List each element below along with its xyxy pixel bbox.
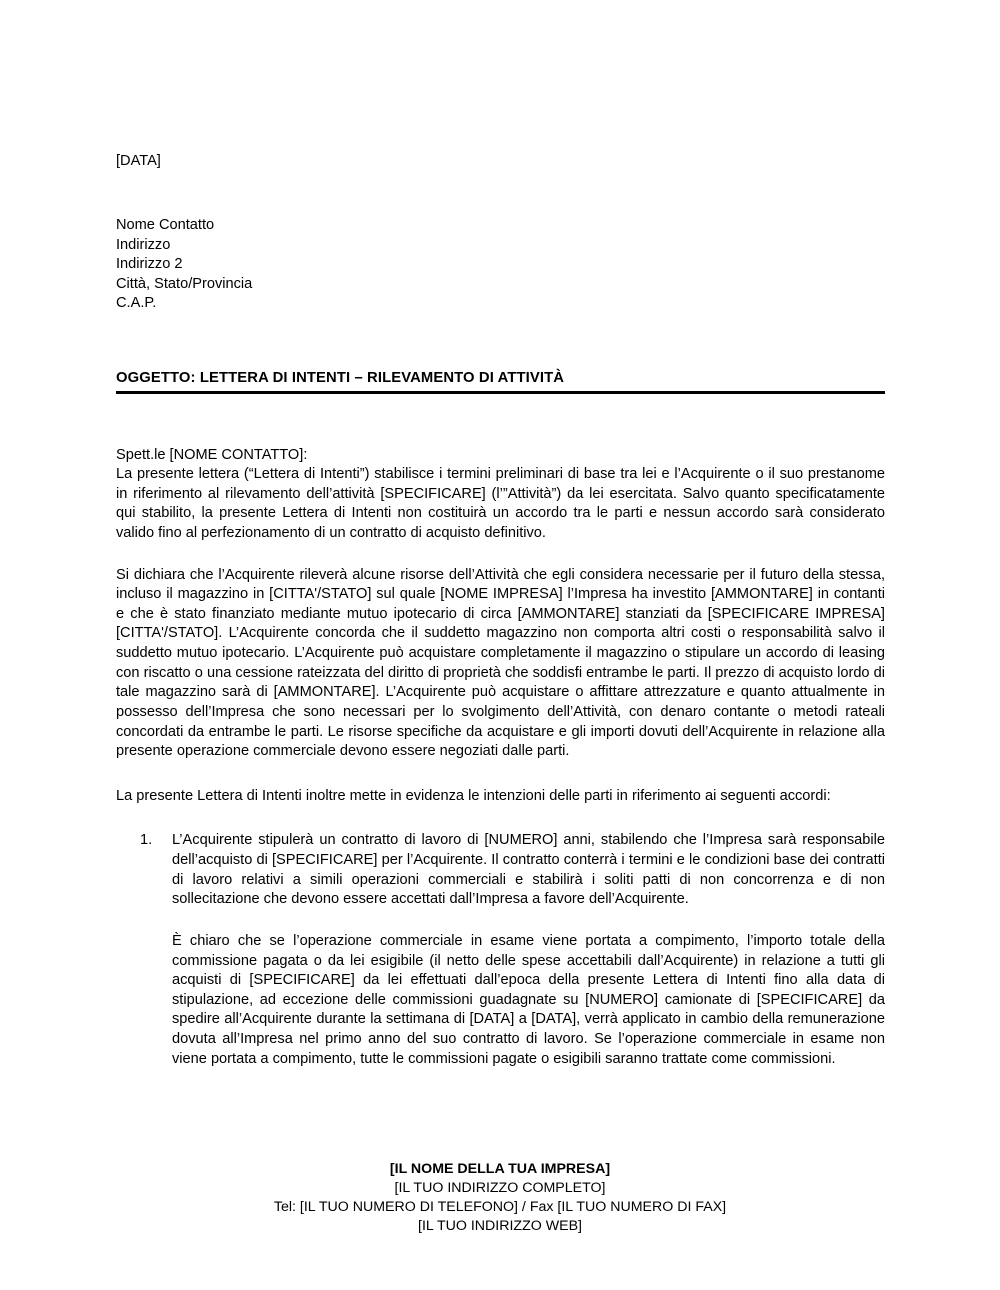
body-paragraph-2: Si dichiara che l’Acquirente rileverà alcune risorse dell’Attività che egli considera necessarie per il futuro della stessa, incluso il magazzino in [CITTA'/STATO] sul quale [NOME IMPRESA] l’Impresa ha investito [AMMONTARE] in contanti e che è stato finanziato mediante mutuo ipotecario di circa [AMMONTARE] stanziati da [SPECIFICARE IMPRESA] [CITTA'/STATO]. L’Acquirente concorda che il suddetto magazzino non comporta altri costi o responsabilità salvo il suddetto mutuo ipotecario. L’Acquirente può acquistare completamente il magazzino o stipulare un accordo di leasing con riscatto o una cessione rateizzata del diritto di proprietà che soddisfi entrambe le parti. Il prezzo di acquisto lordo di tale magazzino sarà di [AMMONTARE]. L’Acquirente può acquistare o affittare attrezzature e quanto attualmente in possesso dell’Impresa che sono necessari per lo svolgimento dell’Attività, con denaro contante o metodi rateali concordati da entrambe le parti. Le risorse specifiche da acquistare e gli importi dovuti dell’Acquirente in relazione alla presente operazione commerciale devono essere negoziati dalle parti. <box>116 566 885 760</box>
body-paragraph-1: La presente lettera (“Lettera di Intenti”) stabilisce i termini preliminari di base tra lei e l’Acquirente o il suo prestanome in riferimento al rilevamento dell’attività [SPECIFICARE] (l’”Attività”) da lei esercitata. Salvo quanto specificatamente qui stabilito, la presente Lettera di Intenti non costituirà un accordo tra le parti e nessun accordo sarà considerato valido fino al perfezionamento di un contratto di acquisto definitivo. <box>116 466 885 541</box>
recipient-postal-code: C.A.P. <box>116 295 157 312</box>
recipient-name: Nome Contatto <box>116 217 215 234</box>
subject-heading: OGGETTO: LETTERA DI INTENTI – RILEVAMENTO DI ATTIVITÀ <box>116 369 565 386</box>
letter-content <box>116 0 885 1069</box>
letter-footer <box>0 1160 1000 1236</box>
footer-address: [IL TUO INDIRIZZO COMPLETO] <box>394 1180 606 1197</box>
recipient-address-2: Indirizzo 2 <box>116 256 183 273</box>
list-item-text: L’Acquirente stipulerà un contratto di lavoro di [NUMERO] anni, stabilendo che l’Impresa sarà responsabile dell’acquisto di [SPECIFICARE] per l’Acquirente. Il contratto conterrà i termini e le condizioni base dei contratti di lavoro relativi a simili operazioni commerciali e stabilirà i soliti patti di non concorrenza e di non sollecitazione che devono essere accettati dall’Impresa a favore dell’Acquirente. <box>172 832 885 908</box>
footer-company-name: [IL NOME DELLA TUA IMPRESA] <box>389 1161 611 1177</box>
salutation: Spett.le [NOME CONTATTO]: <box>116 446 308 463</box>
agreements-list <box>116 831 885 1069</box>
list-item <box>116 831 885 1069</box>
recipient-city-state: Città, Stato/Provincia <box>116 275 253 292</box>
footer-website: [IL TUO INDIRIZZO WEB] <box>418 1218 582 1235</box>
body-paragraph-3: La presente Lettera di Intenti inoltre mette in evidenza le intenzioni delle parti in riferimento ai seguenti accordi: <box>116 787 831 804</box>
list-item-subparagraph: È chiaro che se l’operazione commerciale in esame viene portata a compimento, l’importo totale della commissione pagata o da lei esigibile (il netto delle spese accettabili dall’Acquirente) in relazione a tutti gli acquisti di [SPECIFICARE] da lei effettuati dall’epoca della presente Lettera di Intenti fino alla data di stipulazione, ad eccezione delle commissioni guadagnate su [NUMERO] camionate di [SPECIFICARE] da spedire all’Acquirente durante la settimana di [DATA] a [DATA], verrà applicato in cambio della remunerazione dovuta all’Impresa nel primo anno del suo contratto di lavoro. Se l’operazione commerciale in esame non viene portata a compimento, tutte le commissioni pagate o esigibili saranno trattate come commissioni. <box>172 932 885 1067</box>
list-item-marker: 1. <box>140 832 153 849</box>
footer-contact: Tel: [IL TUO NUMERO DI TELEFONO] / Fax [IL TUO NUMERO DI FAX] <box>273 1199 727 1216</box>
date-placeholder: [DATA] <box>116 153 161 169</box>
recipient-address-1: Indirizzo <box>116 236 171 253</box>
recipient-address-block <box>116 216 885 313</box>
subject-rule <box>116 369 885 394</box>
